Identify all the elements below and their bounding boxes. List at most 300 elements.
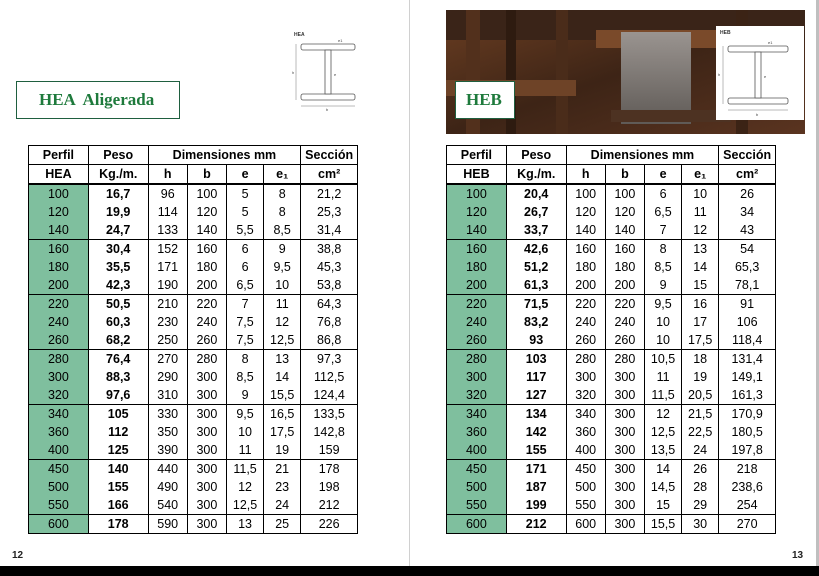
cell-e: 8 [645, 240, 682, 259]
col-header-kgm: Kg./m. [88, 165, 148, 185]
cell-h: 320 [566, 386, 605, 405]
cell-seccion: 226 [301, 515, 358, 534]
cell-b: 300 [605, 478, 644, 496]
cell-b: 300 [605, 515, 644, 534]
cell-perfil: 220 [29, 295, 89, 314]
cell-peso: 212 [506, 515, 566, 534]
cell-e: 7,5 [227, 313, 264, 331]
cell-seccion: 131,4 [719, 350, 776, 369]
cell-b: 160 [187, 240, 226, 259]
cell-perfil: 550 [447, 496, 507, 515]
svg-text:b: b [326, 107, 329, 112]
cell-h: 100 [566, 184, 605, 203]
cell-seccion: 212 [301, 496, 358, 515]
cell-peso: 125 [88, 441, 148, 460]
cell-seccion: 124,4 [301, 386, 358, 405]
cell-e1: 12 [264, 313, 301, 331]
col-header-series: HEB [447, 165, 507, 185]
cell-h: 540 [148, 496, 187, 515]
cell-e: 7 [645, 221, 682, 240]
cell-perfil: 300 [29, 368, 89, 386]
cell-perfil: 160 [29, 240, 89, 259]
cell-peso: 155 [88, 478, 148, 496]
table-row [447, 331, 776, 350]
cell-perfil: 140 [29, 221, 89, 240]
table-row [447, 258, 776, 276]
table-row [29, 350, 358, 369]
cell-seccion: 149,1 [719, 368, 776, 386]
cell-e1: 24 [264, 496, 301, 515]
cell-peso: 16,7 [88, 184, 148, 203]
cell-b: 260 [187, 331, 226, 350]
cell-e: 7,5 [227, 331, 264, 350]
svg-text:e1: e1 [338, 38, 343, 43]
hea-diagram-label: HEA [294, 32, 305, 38]
table-row [29, 331, 358, 350]
cell-e: 12,5 [645, 423, 682, 441]
col-header-h: h [148, 165, 187, 185]
cell-b: 140 [187, 221, 226, 240]
table-row [29, 515, 358, 534]
cell-perfil: 260 [29, 331, 89, 350]
table-row [29, 423, 358, 441]
cell-peso: 51,2 [506, 258, 566, 276]
table-row [29, 496, 358, 515]
table-row [447, 386, 776, 405]
page-number-left: 12 [12, 550, 24, 561]
cell-perfil: 400 [447, 441, 507, 460]
cell-seccion: 270 [719, 515, 776, 534]
cell-peso: 61,3 [506, 276, 566, 295]
cell-b: 300 [187, 423, 226, 441]
cell-perfil: 280 [29, 350, 89, 369]
cell-e: 7 [227, 295, 264, 314]
cell-e1: 8 [264, 184, 301, 203]
cell-b: 220 [605, 295, 644, 314]
cell-e: 13,5 [645, 441, 682, 460]
cell-e: 12 [227, 478, 264, 496]
cell-b: 180 [187, 258, 226, 276]
cell-b: 240 [605, 313, 644, 331]
cell-b: 220 [187, 295, 226, 314]
cell-e1: 11 [264, 295, 301, 314]
cell-e1: 12,5 [264, 331, 301, 350]
cell-seccion: 86,8 [301, 331, 358, 350]
cell-peso: 68,2 [88, 331, 148, 350]
col-header-e: e [645, 165, 682, 185]
cell-perfil: 360 [29, 423, 89, 441]
cell-e1: 24 [682, 441, 719, 460]
heb-profile-diagram [716, 26, 804, 120]
cell-h: 350 [148, 423, 187, 441]
cell-b: 300 [187, 478, 226, 496]
cell-h: 290 [148, 368, 187, 386]
cell-seccion: 238,6 [719, 478, 776, 496]
cell-peso: 83,2 [506, 313, 566, 331]
cell-e: 14 [645, 460, 682, 479]
table-row [447, 203, 776, 221]
cell-b: 300 [187, 441, 226, 460]
table-row [29, 221, 358, 240]
cell-perfil: 240 [29, 313, 89, 331]
cell-h: 152 [148, 240, 187, 259]
cell-perfil: 300 [447, 368, 507, 386]
cell-h: 220 [566, 295, 605, 314]
page-number-right: 13 [792, 550, 804, 561]
cell-peso: 19,9 [88, 203, 148, 221]
table-row [447, 515, 776, 534]
cell-e: 15,5 [645, 515, 682, 534]
cell-perfil: 320 [29, 386, 89, 405]
cell-b: 300 [605, 441, 644, 460]
cell-peso: 140 [88, 460, 148, 479]
col-header-e1: e₁ [264, 165, 301, 185]
cell-seccion: 170,9 [719, 405, 776, 424]
cell-seccion: 142,8 [301, 423, 358, 441]
cell-e1: 19 [264, 441, 301, 460]
table-row [447, 295, 776, 314]
cell-e: 6 [227, 258, 264, 276]
cell-peso: 76,4 [88, 350, 148, 369]
col-header-dimensiones: Dimensiones mm [566, 146, 719, 165]
cell-e: 10,5 [645, 350, 682, 369]
cell-e: 8,5 [227, 368, 264, 386]
cell-e1: 20,5 [682, 386, 719, 405]
cell-peso: 24,7 [88, 221, 148, 240]
cell-seccion: 26 [719, 184, 776, 203]
cell-h: 550 [566, 496, 605, 515]
cell-peso: 171 [506, 460, 566, 479]
cell-seccion: 45,3 [301, 258, 358, 276]
cell-perfil: 120 [29, 203, 89, 221]
col-header-e: e [227, 165, 264, 185]
cell-seccion: 64,3 [301, 295, 358, 314]
cell-h: 440 [148, 460, 187, 479]
cell-perfil: 180 [447, 258, 507, 276]
cell-peso: 166 [88, 496, 148, 515]
cell-e1: 25 [264, 515, 301, 534]
cell-seccion: 21,2 [301, 184, 358, 203]
cell-seccion: 112,5 [301, 368, 358, 386]
svg-text:b: b [756, 112, 759, 117]
cell-peso: 187 [506, 478, 566, 496]
table-row [29, 276, 358, 295]
cell-perfil: 450 [29, 460, 89, 479]
cell-b: 300 [187, 368, 226, 386]
cell-seccion: 34 [719, 203, 776, 221]
cell-seccion: 54 [719, 240, 776, 259]
cell-h: 114 [148, 203, 187, 221]
cell-e: 10 [227, 423, 264, 441]
cell-peso: 155 [506, 441, 566, 460]
cell-e1: 14 [682, 258, 719, 276]
cell-e1: 28 [682, 478, 719, 496]
cell-peso: 26,7 [506, 203, 566, 221]
table-row [29, 203, 358, 221]
cell-h: 280 [566, 350, 605, 369]
cell-peso: 60,3 [88, 313, 148, 331]
cell-e: 9,5 [645, 295, 682, 314]
cell-perfil: 280 [447, 350, 507, 369]
cell-h: 300 [566, 368, 605, 386]
cell-h: 230 [148, 313, 187, 331]
cell-h: 450 [566, 460, 605, 479]
cell-perfil: 320 [447, 386, 507, 405]
table-row [447, 350, 776, 369]
table-row [29, 368, 358, 386]
cell-b: 300 [605, 386, 644, 405]
cell-perfil: 340 [29, 405, 89, 424]
cell-h: 340 [566, 405, 605, 424]
cell-peso: 112 [88, 423, 148, 441]
hea-title: HEA Aligerada [39, 90, 155, 109]
cell-e1: 19 [682, 368, 719, 386]
cell-seccion: 31,4 [301, 221, 358, 240]
cell-peso: 50,5 [88, 295, 148, 314]
cell-b: 300 [187, 386, 226, 405]
cell-h: 133 [148, 221, 187, 240]
cell-e1: 30 [682, 515, 719, 534]
cell-e1: 10 [682, 184, 719, 203]
cell-e: 15 [645, 496, 682, 515]
cell-b: 300 [187, 460, 226, 479]
table-row [447, 221, 776, 240]
cell-peso: 35,5 [88, 258, 148, 276]
cell-b: 120 [187, 203, 226, 221]
col-header-cm2: cm² [719, 165, 776, 185]
cell-peso: 199 [506, 496, 566, 515]
cell-b: 300 [187, 515, 226, 534]
cell-perfil: 200 [29, 276, 89, 295]
cell-e: 12 [645, 405, 682, 424]
cell-h: 490 [148, 478, 187, 496]
cell-perfil: 340 [447, 405, 507, 424]
cell-h: 171 [148, 258, 187, 276]
cell-e1: 11 [682, 203, 719, 221]
cell-seccion: 65,3 [719, 258, 776, 276]
svg-text:e1: e1 [768, 40, 773, 45]
cell-h: 600 [566, 515, 605, 534]
cell-e: 5,5 [227, 221, 264, 240]
cell-peso: 42,3 [88, 276, 148, 295]
cell-peso: 178 [88, 515, 148, 534]
cell-seccion: 161,3 [719, 386, 776, 405]
cell-peso: 105 [88, 405, 148, 424]
cell-e: 11 [645, 368, 682, 386]
cell-e: 8 [227, 350, 264, 369]
table-row [29, 295, 358, 314]
cell-seccion: 118,4 [719, 331, 776, 350]
cell-e1: 29 [682, 496, 719, 515]
table-row [29, 240, 358, 259]
cell-e1: 17 [682, 313, 719, 331]
cell-peso: 71,5 [506, 295, 566, 314]
table-row [29, 386, 358, 405]
cell-peso: 30,4 [88, 240, 148, 259]
cell-e1: 16 [682, 295, 719, 314]
cell-e: 6 [227, 240, 264, 259]
cell-e1: 15 [682, 276, 719, 295]
table-row [29, 460, 358, 479]
col-header-peso: Peso [88, 146, 148, 165]
cell-b: 300 [605, 460, 644, 479]
cell-perfil: 220 [447, 295, 507, 314]
cell-perfil: 260 [447, 331, 507, 350]
svg-text:e: e [334, 72, 337, 77]
cell-e1: 18 [682, 350, 719, 369]
cell-h: 360 [566, 423, 605, 441]
cell-e: 8,5 [645, 258, 682, 276]
cell-e1: 13 [264, 350, 301, 369]
cell-perfil: 550 [29, 496, 89, 515]
heb-title: HEB [466, 90, 502, 109]
cell-e: 6,5 [645, 203, 682, 221]
table-row [29, 313, 358, 331]
cell-peso: 93 [506, 331, 566, 350]
table-row [447, 368, 776, 386]
cell-h: 210 [148, 295, 187, 314]
cell-e1: 17,5 [264, 423, 301, 441]
cell-seccion: 91 [719, 295, 776, 314]
cell-h: 500 [566, 478, 605, 496]
cell-b: 160 [605, 240, 644, 259]
col-header-seccion: Sección [301, 146, 358, 165]
col-header-cm2: cm² [301, 165, 358, 185]
cell-e: 9 [645, 276, 682, 295]
cell-peso: 103 [506, 350, 566, 369]
cell-b: 200 [187, 276, 226, 295]
cell-perfil: 100 [29, 184, 89, 203]
cell-e: 12,5 [227, 496, 264, 515]
page-spine [409, 0, 410, 566]
cell-b: 300 [605, 423, 644, 441]
cell-b: 120 [605, 203, 644, 221]
cell-h: 190 [148, 276, 187, 295]
svg-text:h: h [718, 72, 721, 77]
table-row [447, 184, 776, 203]
svg-text:h: h [292, 70, 295, 75]
cell-seccion: 159 [301, 441, 358, 460]
table-row [29, 258, 358, 276]
cell-h: 260 [566, 331, 605, 350]
table-row [447, 460, 776, 479]
cell-h: 270 [148, 350, 187, 369]
cell-seccion: 218 [719, 460, 776, 479]
heb-title-box [455, 81, 515, 119]
hea-title-box [16, 81, 180, 119]
cell-b: 140 [605, 221, 644, 240]
table-row [29, 405, 358, 424]
cell-e: 10 [645, 313, 682, 331]
cell-perfil: 500 [447, 478, 507, 496]
col-header-h: h [566, 165, 605, 185]
cell-seccion: 133,5 [301, 405, 358, 424]
cell-peso: 142 [506, 423, 566, 441]
cell-e1: 8 [264, 203, 301, 221]
cell-perfil: 200 [447, 276, 507, 295]
table-row [447, 441, 776, 460]
cell-e: 11 [227, 441, 264, 460]
cell-b: 240 [187, 313, 226, 331]
cell-peso: 117 [506, 368, 566, 386]
cell-perfil: 400 [29, 441, 89, 460]
table-row [447, 423, 776, 441]
cell-peso: 42,6 [506, 240, 566, 259]
cell-seccion: 178 [301, 460, 358, 479]
cell-perfil: 600 [29, 515, 89, 534]
cell-h: 330 [148, 405, 187, 424]
cell-seccion: 97,3 [301, 350, 358, 369]
cell-b: 300 [187, 496, 226, 515]
cell-h: 250 [148, 331, 187, 350]
cell-perfil: 360 [447, 423, 507, 441]
cell-perfil: 140 [447, 221, 507, 240]
cell-e1: 22,5 [682, 423, 719, 441]
cell-e: 14,5 [645, 478, 682, 496]
cell-peso: 33,7 [506, 221, 566, 240]
cell-perfil: 500 [29, 478, 89, 496]
cell-perfil: 600 [447, 515, 507, 534]
table-row [447, 496, 776, 515]
table-row [29, 441, 358, 460]
cell-perfil: 240 [447, 313, 507, 331]
cell-b: 300 [605, 496, 644, 515]
cell-b: 100 [187, 184, 226, 203]
bottom-edge [0, 566, 819, 576]
cell-peso: 20,4 [506, 184, 566, 203]
cell-e: 9,5 [227, 405, 264, 424]
cell-peso: 88,3 [88, 368, 148, 386]
cell-e1: 16,5 [264, 405, 301, 424]
cell-seccion: 106 [719, 313, 776, 331]
table-row [29, 184, 358, 203]
cell-e: 5 [227, 203, 264, 221]
cell-h: 240 [566, 313, 605, 331]
col-header-seccion: Sección [719, 146, 776, 165]
cell-e1: 13 [682, 240, 719, 259]
cell-e1: 9,5 [264, 258, 301, 276]
cell-seccion: 76,8 [301, 313, 358, 331]
cell-e1: 26 [682, 460, 719, 479]
table-row [447, 240, 776, 259]
hea-profile-diagram [292, 30, 366, 112]
cell-seccion: 38,8 [301, 240, 358, 259]
col-header-kgm: Kg./m. [506, 165, 566, 185]
cell-e1: 21,5 [682, 405, 719, 424]
cell-perfil: 120 [447, 203, 507, 221]
cell-e1: 8,5 [264, 221, 301, 240]
col-header-series: HEA [29, 165, 89, 185]
cell-b: 260 [605, 331, 644, 350]
cell-b: 100 [605, 184, 644, 203]
cell-e1: 10 [264, 276, 301, 295]
cell-e1: 23 [264, 478, 301, 496]
cell-seccion: 25,3 [301, 203, 358, 221]
cell-h: 96 [148, 184, 187, 203]
cell-b: 200 [605, 276, 644, 295]
cell-e1: 12 [682, 221, 719, 240]
cell-h: 400 [566, 441, 605, 460]
svg-text:e: e [764, 74, 767, 79]
cell-e1: 14 [264, 368, 301, 386]
cell-e: 11,5 [227, 460, 264, 479]
table-row [29, 478, 358, 496]
cell-h: 590 [148, 515, 187, 534]
cell-e: 11,5 [645, 386, 682, 405]
cell-e1: 21 [264, 460, 301, 479]
cell-peso: 97,6 [88, 386, 148, 405]
table-row [447, 405, 776, 424]
